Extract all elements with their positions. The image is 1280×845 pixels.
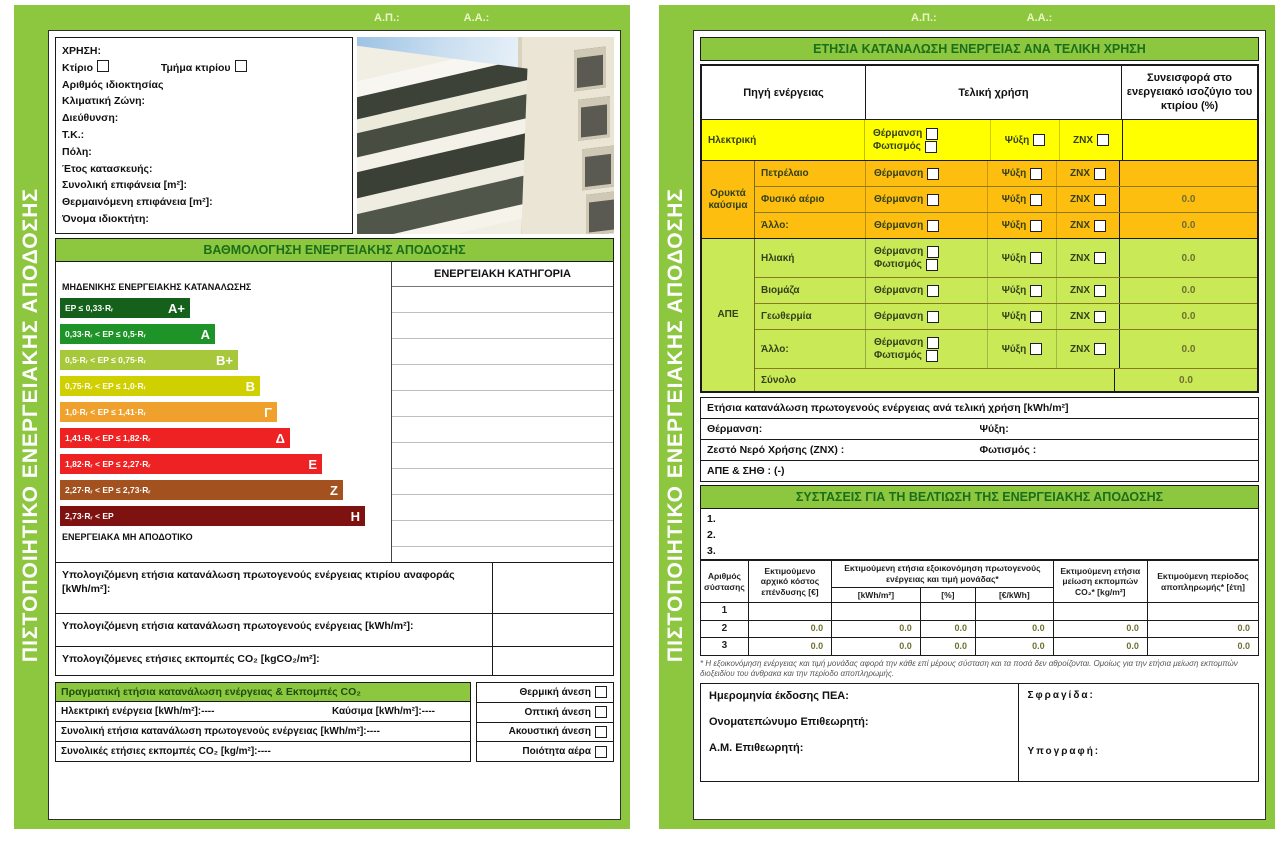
thermal-comfort-label: Θερμική άνεση (519, 686, 591, 698)
building-part-checkbox[interactable] (235, 60, 247, 72)
rating-bar-b: 0,75·Rᵣ < EP ≤ 1,0·Rᵣ B (60, 376, 260, 396)
contrib-res-other: 0.0 (1119, 330, 1257, 368)
acoustic-comfort-label: Ακουστική άνεση (508, 726, 591, 738)
heating-checkbox[interactable] (926, 128, 938, 140)
page2-sidebar (659, 30, 693, 820)
energy-source-table (700, 64, 1259, 393)
source-natural-gas: Φυσικό αέριο (761, 194, 825, 206)
heating-label: Θέρμανση (873, 128, 923, 140)
thermal-comfort-checkbox[interactable] (595, 686, 607, 698)
actual-consumption-box (55, 682, 471, 762)
rating-header-text: ΒΑΘΜΟΛΟΓΗΣΗ ΕΝΕΡΓΕΙΑΚΗΣ ΑΠΟΔΟΣΗΣ (203, 243, 466, 257)
building-photo (357, 37, 614, 234)
source-oil: Πετρέλαιο (761, 168, 809, 180)
contrib-natural-gas: 0.0 (1119, 187, 1257, 212)
source-res-other: Άλλο: (761, 343, 789, 355)
calc-row-primary (55, 613, 614, 647)
energy-category-grid (392, 287, 613, 562)
calc-co2-value (492, 647, 613, 675)
col-rec-savings-group: Εκτιμούμενη ετήσια εξοικονόμηση πρωτογενούς ενέργειας και τιμή μονάδας* (832, 561, 1053, 587)
serial-number-label: Α.Α.: (1026, 11, 1053, 24)
dhw-checkbox[interactable] (1094, 220, 1106, 232)
cooling-label: Ψύξη (1004, 134, 1030, 146)
contrib-total: 0.0 (1114, 369, 1257, 391)
calc-primary-label: Υπολογιζόμενη ετήσια κατανάλωση πρωτογενούς ενέργειας [kWh/m²]: (62, 620, 414, 632)
row-oil: Πετρέλαιο Θέρμανση Ψύξη ΖΝΧ (755, 161, 1257, 187)
building-label: Κτίριο (62, 61, 94, 74)
primary-per-use-label: Ετήσια κατανάλωση πρωτογενούς ενέργειας ανά τελική χρήση [kWh/m²] (707, 402, 1069, 415)
col-rec-number: Αριθμός σύστασης (701, 561, 749, 603)
rec-table-row: 2 0.0 0.0 0.0 0.0 0.0 0.0 (701, 620, 1259, 638)
certificate-page-2 (659, 5, 1275, 829)
inspector-name-label: Ονοματεπώνυμο Επιθεωρητή: (709, 716, 869, 729)
calc-primary-value (492, 614, 613, 646)
source-electric: Ηλεκτρική (708, 134, 757, 146)
building-checkbox[interactable] (97, 60, 109, 72)
usage-title: ΧΡΗΣΗ: (62, 45, 101, 57)
rec-table-row: 3 0.0 0.0 0.0 0.0 0.0 0.0 (701, 638, 1259, 656)
row-natural-gas: Φυσικό αέριο Θέρμανση Ψύξη ΖΝΧ 0.0 (755, 187, 1257, 213)
dhw-lighting-row (700, 439, 1259, 461)
non-efficient-label: ΕΝΕΡΓΕΙΑΚΑ ΜΗ ΑΠΟΔΟΤΙΚΟ (62, 532, 193, 542)
heating-checkbox[interactable] (927, 168, 939, 180)
calc-co2-label: Υπολογιζόμενες ετήσιες εκπομπές CO₂ [kgCO₂/m²]: (62, 653, 320, 665)
heating-value-label: Θέρμανση: (707, 423, 763, 436)
rating-table (55, 261, 614, 563)
protocol-number-label: Α.Π.: (374, 11, 400, 24)
contrib-geothermal: 0.0 (1119, 304, 1257, 329)
row-solar: Ηλιακή Θέρμανση Φωτισμός Ψύξη ΖΝΧ 0.0 (755, 239, 1257, 278)
dhw-checkbox[interactable] (1094, 194, 1106, 206)
page2-content (693, 30, 1266, 820)
dhw-checkbox[interactable] (1094, 168, 1106, 180)
rating-bar-a: 0,33·Rᵣ < EP ≤ 0,5·Rᵣ A (60, 324, 215, 344)
recommendation-item-3: 3. (707, 544, 716, 557)
building-part-label: Τμήμα κτιρίου (160, 61, 231, 74)
page1-sidebar (14, 30, 48, 820)
contrib-electric (1122, 120, 1257, 160)
rating-bar-epsilon: 1,82·Rᵣ < EP ≤ 2,27·Rᵣ E (60, 454, 322, 474)
row-electric (702, 120, 1257, 161)
heating-checkbox[interactable] (927, 311, 939, 323)
energy-table-header (702, 66, 1257, 120)
res-chp-label: ΑΠΕ & ΣΗΘ : (-) (707, 465, 785, 478)
cooling-checkbox[interactable] (1030, 343, 1042, 355)
acoustic-comfort-checkbox[interactable] (595, 726, 607, 738)
source-fossil-other: Άλλο: (761, 220, 789, 232)
res-chp-row (700, 460, 1259, 482)
cooling-checkbox[interactable] (1030, 311, 1042, 323)
contrib-biomass: 0.0 (1119, 278, 1257, 303)
dhw-checkbox[interactable] (1094, 311, 1106, 323)
col-rec-cost: Εκτιμούμενο αρχικό κόστος επένδυσης [€] (748, 561, 831, 603)
heating-checkbox[interactable] (927, 220, 939, 232)
certificate-title-vertical: ΠΙΣΤΟΠΟΙΗΤΙΚΟ ΕΝΕΡΓΕΙΑΚΗΣ ΑΠΟΔΟΣΗΣ (19, 187, 42, 663)
cooling-value-label: Ψύξη: (979, 423, 1009, 436)
rating-bar-gamma: 1,0·Rᵣ < EP ≤ 1,41·Rᵣ Γ (60, 402, 277, 422)
usage-type-row (62, 60, 346, 77)
source-geothermal: Γεωθερμία (761, 311, 812, 323)
col-contribution: Συνεισφορά στο ενεργειακό ισοζύγιο του κτιρίου (%) (1126, 72, 1253, 112)
row-total (755, 369, 1257, 391)
group-res (702, 239, 1257, 391)
col-rec-eur: [€/kWh] (976, 587, 1054, 603)
dhw-checkbox[interactable] (1097, 134, 1109, 146)
field-address: Διεύθυνση: (62, 112, 119, 125)
recommendations-header-text: ΣΥΣΤΑΣΕΙΣ ΓΙΑ ΤΗ ΒΕΛΤΙΩΣΗ ΤΗΣ ΕΝΕΡΓΕΙΑΚΗΣ ΑΠΟΔΟΣΗΣ (795, 490, 1164, 505)
calc-reference-value (492, 563, 613, 613)
page1-content (48, 30, 621, 820)
certificate-page-1 (14, 5, 630, 829)
contrib-oil (1119, 161, 1257, 186)
field-total-area: Συνολική επιφάνεια [m²]: (62, 179, 187, 192)
cooling-checkbox[interactable] (1030, 285, 1042, 297)
field-owner-name: Όνομα ιδιοκτήτη: (62, 212, 149, 225)
heating-checkbox[interactable] (927, 285, 939, 297)
dhw-checkbox[interactable] (1094, 343, 1106, 355)
cooling-checkbox[interactable] (1030, 220, 1042, 232)
cooling-checkbox[interactable] (1030, 168, 1042, 180)
rating-bar-eta: 2,73·Rᵣ < EP H (60, 506, 365, 526)
res-group-label: ΑΠΕ (702, 239, 755, 391)
actual-consumption-header: Πραγματική ετήσια κατανάλωση ενέργειας & Εκπομπές CO₂ (56, 683, 470, 702)
primary-per-use-row (700, 397, 1259, 419)
field-climate-zone: Κλιματική Ζώνη: (62, 95, 146, 108)
dhw-checkbox[interactable] (1094, 285, 1106, 297)
field-property-number: Αριθμός ιδιοκτησίας (62, 78, 164, 91)
source-solar: Ηλιακή (761, 252, 795, 264)
photo-main-building (357, 45, 527, 234)
lighting-label: Φωτισμός (873, 141, 921, 153)
energy-category-column (391, 262, 613, 562)
stamp-label: Σφραγίδα: (1027, 690, 1095, 702)
signature-label: Υπογραφή: (1027, 746, 1101, 758)
fossil-group-label: Ορυκτά καύσιμα (702, 161, 755, 238)
usage-box (55, 37, 353, 234)
rating-bar-zeta: 2,27·Rᵣ < EP ≤ 2,73·Rᵣ Z (60, 480, 343, 500)
col-rec-co2: Εκτιμούμενη ετήσια μείωση εκπομπών CO₂* [kg/m²] (1053, 561, 1147, 603)
rating-section-header (55, 238, 614, 262)
col-rec-kwh: [kWh/m²] (832, 587, 921, 603)
recommendation-item-2: 2. (707, 529, 716, 541)
lighting-checkbox[interactable] (926, 350, 938, 362)
electric-energy-label: Ηλεκτρική ενέργεια [kWh/m²]:---- (61, 706, 215, 717)
issue-date-label: Ημερομηνία έκδοσης ΠΕΑ: (709, 690, 849, 703)
calc-row-reference (55, 562, 614, 614)
calc-reference-label: Υπολογιζόμενη ετήσια κατανάλωση πρωτογενούς ενέργειας κτιρίου αναφοράς [kWh/m²]: (62, 569, 455, 596)
cooling-checkbox[interactable] (1030, 252, 1042, 264)
total-primary-label: Συνολική ετήσια κατανάλωση πρωτογενούς ενέργειας [kWh/m²]:---- (61, 726, 380, 737)
total-co2-label: Συνολικές ετήσιες εκπομπές CO₂ [kg/m²]:---- (61, 746, 271, 757)
group-fossil-fuels (702, 161, 1257, 239)
page1-top-bar (14, 5, 621, 30)
heating-cooling-row (700, 418, 1259, 440)
rating-bars-area (56, 262, 391, 562)
recommendations-table (700, 560, 1259, 655)
air-quality-checkbox[interactable] (595, 746, 607, 758)
lighting-checkbox[interactable] (926, 259, 938, 271)
page2-top-bar (659, 5, 1266, 30)
inspector-registration-label: Α.Μ. Επιθεωρητή: (709, 742, 804, 755)
row-fossil-other: Άλλο: Θέρμανση Ψύξη ΖΝΧ 0.0 (755, 213, 1257, 238)
field-city: Πόλη: (62, 145, 92, 158)
source-total: Σύνολο (761, 374, 797, 386)
row-geothermal: Γεωθερμία Θέρμανση Ψύξη ΖΝΧ 0.0 (755, 304, 1257, 330)
serial-number-label: Α.Α.: (463, 11, 490, 24)
lighting-checkbox[interactable] (925, 141, 937, 153)
heating-checkbox[interactable] (927, 337, 939, 349)
field-construction-year: Έτος κατασκευής: (62, 162, 153, 175)
certificate-title-vertical: ΠΙΣΤΟΠΟΙΗΤΙΚΟ ΕΝΕΡΓΕΙΑΚΗΣ ΑΠΟΔΟΣΗΣ (664, 187, 687, 663)
signature-box (700, 683, 1259, 782)
annual-consumption-header (700, 37, 1259, 61)
recommendations-list (700, 508, 1259, 560)
heating-checkbox[interactable] (927, 246, 939, 258)
rating-bar-b-plus: 0,5·Rᵣ < EP ≤ 0,75·Rᵣ B+ (60, 350, 238, 370)
heating-checkbox[interactable] (927, 194, 939, 206)
visual-comfort-label: Οπτική άνεση (524, 706, 591, 718)
photo-right-tower (518, 37, 614, 234)
zero-consumption-label: ΜΗΔΕΝΙΚΗΣ ΕΝΕΡΓΕΙΑΚΗΣ ΚΑΤΑΝΑΛΩΣΗΣ (62, 282, 252, 292)
energy-category-header: ΕΝΕΡΓΕΙΑΚΗ ΚΑΤΗΓΟΡΙΑ (392, 262, 613, 287)
row-biomass: Βιομάζα Θέρμανση Ψύξη ΖΝΧ 0.0 (755, 278, 1257, 304)
cooling-checkbox[interactable] (1030, 194, 1042, 206)
contrib-solar: 0.0 (1119, 239, 1257, 277)
air-quality-label: Ποιότητα αέρα (522, 746, 591, 758)
fuel-label: Καύσιμα [kWh/m²]:---- (331, 706, 435, 717)
comfort-checklist (476, 682, 614, 762)
recommendation-item-1: 1. (707, 513, 716, 526)
field-heated-area: Θερμαινόμενη επιφάνεια [m²]: (62, 196, 213, 209)
rec-table-row: 1 (701, 603, 1259, 621)
dhw-label: ΖΝΧ (1073, 134, 1093, 146)
protocol-number-label: Α.Π.: (911, 11, 937, 24)
visual-comfort-checkbox[interactable] (595, 706, 607, 718)
footnote-text: * Η εξοικονόμηση ενέργειας και τιμή μονάδας αφορά την κάθε επί μέρους σύσταση και τα ποσά δεν αθροίζονται. Ομοίως για την ετήσια μείωση εκπομπών διοξειδίου του άνθρακα και την περίοδο αποπληρωμής. (700, 658, 1238, 679)
rating-bar-a-plus: EP ≤ 0,33·Rᵣ A+ (60, 298, 190, 318)
col-final-use: Τελική χρήση (866, 66, 1122, 119)
field-postal-code: Τ.Κ.: (62, 128, 85, 141)
source-biomass: Βιομάζα (761, 285, 800, 297)
col-rec-pct: [%] (920, 587, 975, 603)
lighting-value-label: Φωτισμός : (979, 444, 1037, 457)
annual-consumption-header-text: ΕΤΗΣΙΑ ΚΑΤΑΝΑΛΩΣΗ ΕΝΕΡΓΕΙΑΣ ΑΝΑ ΤΕΛΙΚΗ ΧΡΗΣΗ (813, 42, 1146, 56)
calc-row-co2 (55, 646, 614, 676)
cooling-checkbox[interactable] (1033, 134, 1045, 146)
rating-bar-delta: 1,41·Rᵣ < EP ≤ 1,82·Rᵣ Δ (60, 428, 290, 448)
col-rec-payback: Εκτιμούμενη περίοδος αποπληρωμής* [έτη] (1147, 561, 1258, 603)
row-res-other: Άλλο: Θέρμανση Φωτισμός Ψύξη ΖΝΧ 0.0 (755, 330, 1257, 369)
recommendations-header (700, 485, 1259, 509)
dhw-checkbox[interactable] (1094, 252, 1106, 264)
col-energy-source: Πηγή ενέργειας (702, 66, 866, 119)
contrib-fossil-other: 0.0 (1119, 213, 1257, 238)
dhw-value-label: Ζεστό Νερό Χρήσης (ΖΝΧ) : (707, 444, 845, 457)
